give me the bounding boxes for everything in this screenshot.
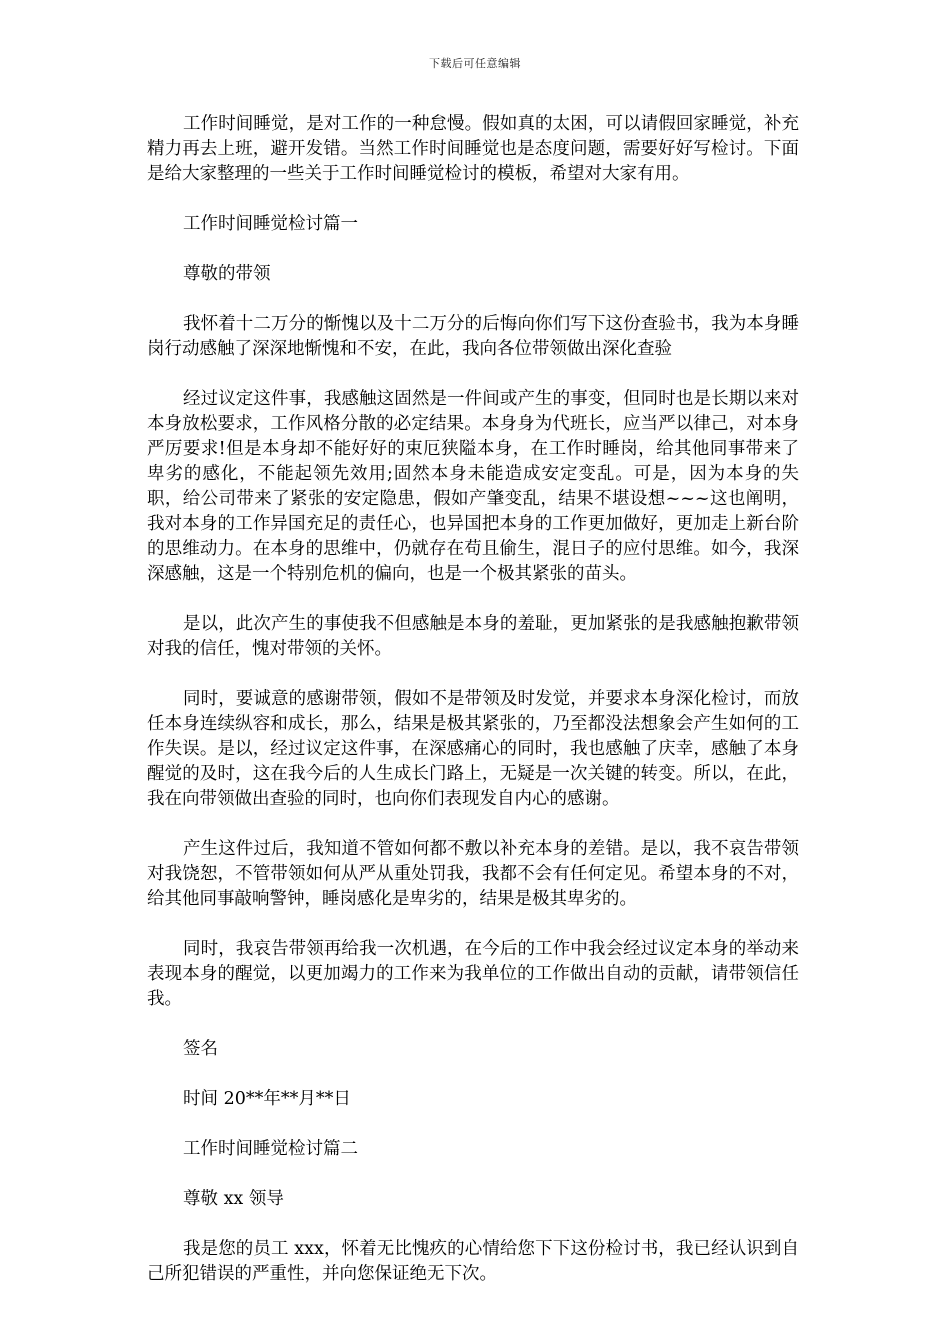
date-line: 时间 20**年**月**日 [183,1089,351,1109]
document-body [147,112,799,1312]
intro-paragraph: 工作时间睡觉，是对工作的一种怠慢。假如真的太困，可以请假回家睡觉，补充精力再去上班，避开发错。当然工作时间睡觉也是态度问题，需要好好写检讨。下面是给大家整理的一些关于工作时间睡觉检讨的模板，希望对大家有用。 [147,114,799,184]
section-title-two: 工作时间睡觉检讨篇二 [183,1139,358,1159]
salutation-two: 尊敬 xx 领导 [183,1189,284,1209]
body-paragraph: 同时，要诚意的感谢带领，假如不是带领及时发觉，并要求本身深化检讨，而放任本身连续纵容和成长，那么，结果是极其紧张的，乃至都没法想象会产生如何的工作失误。是以，经过议定这件事，在深感痛心的同时，我也感触了庆幸，感触了本身醒觉的及时，这在我今后的人生成长门路上，无疑是一次关键的转变。所以，在此，我在向带领做出查验的同时，也向你们表现发自内心的感谢。 [147,689,799,809]
body-paragraph: 我怀着十二万分的惭愧以及十二万分的后悔向你们写下这份查验书，我为本身睡岗行动感触了深深地惭愧和不安，在此，我向各位带领做出深化查验 [147,314,799,359]
salutation-one: 尊敬的带领 [183,264,271,284]
body-paragraph: 是以，此次产生的事使我不但感触是本身的羞耻，更加紧张的是我感触抱歉带领对我的信任，愧对带领的关怀。 [147,614,799,659]
body-paragraph: 产生这件过后，我知道不管如何都不敷以补充本身的差错。是以，我不哀告带领对我饶恕，不管带领如何从严从重处罚我，我都不会有任何定见。希望本身的不对，给其他同事敲响警钟，睡岗感化是卑劣的，结果是极其卑劣的。 [147,839,799,909]
body-paragraph: 同时，我哀告带领再给我一次机遇，在今后的工作中我会经过议定本身的举动来表现本身的醒觉，以更加竭力的工作来为我单位的工作做出自动的贡献，请带领信任我。 [147,939,799,1009]
section-title-one: 工作时间睡觉检讨篇一 [183,214,358,234]
body-paragraph: 我是您的员工 xxx，怀着无比愧疚的心情给您下下这份检讨书，我已经认识到自己所犯错误的严重性，并向您保证绝无下次。 [147,1239,799,1284]
page-header: 下载后可任意编辑 [429,57,521,70]
signature-line: 签名 [183,1039,218,1059]
body-paragraph: 经过议定这件事，我感触这固然是一件间或产生的事变，但同时也是长期以来对本身放松要求，工作风格分散的必定结果。本身身为代班长，应当严以律己，对本身严厉要求!但是本身却不能好好的束厄狭隘本身，在工作时睡岗，给其他同事带来了卑劣的感化，不能起领先效用;固然本身未能造成安定变乱。可是，因为本身的失职，给公司带来了紧张的安定隐患，假如产肇变乱，结果不堪设想~~~这也阐明，我对本身的工作异国充足的责任心，也异国把本身的工作更加做好，更加走上新台阶的思维动力。在本身的思维中，仍就存在苟且偷生，混日子的应付思维。如今，我深深感触，这是一个特别危机的偏向，也是一个极其紧张的苗头。 [147,389,799,584]
